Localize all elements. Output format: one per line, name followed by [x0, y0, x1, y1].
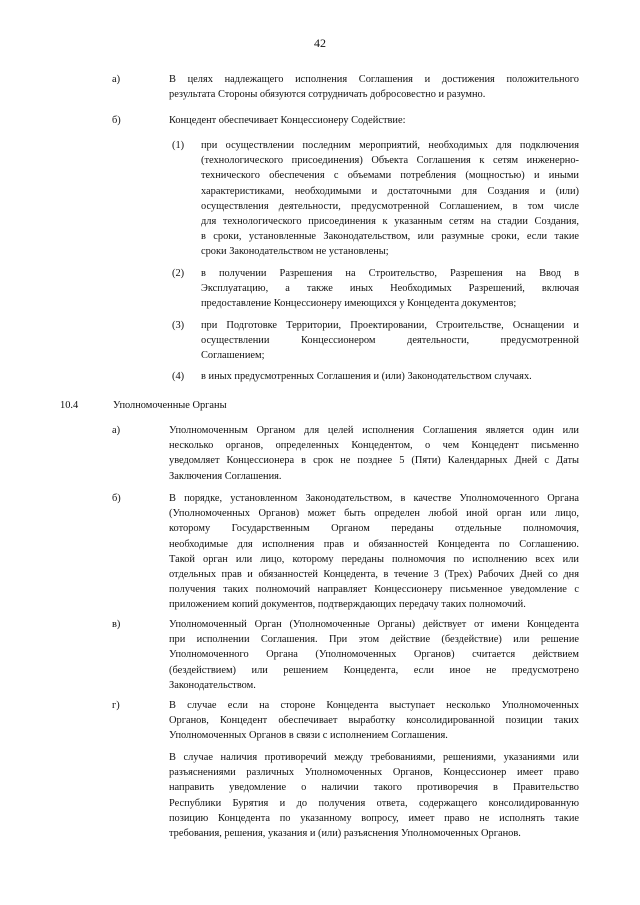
- clause-text-line: при осуществлении последним мероприятий, необходимых для подключения: [201, 140, 579, 151]
- clause-text-line: требования, решения, указания и (или) разъяснения Уполномоченных Органов.: [169, 828, 521, 839]
- clause-marker: б): [112, 115, 121, 126]
- clause-text-line: Уполномоченные Органы: [113, 400, 227, 411]
- clause-marker: 10.4: [60, 400, 79, 411]
- clause-text-line: В случае если на стороне Концедента выступает несколько Уполномоченных: [169, 700, 579, 711]
- clause-text-line: разъяснениями различных Уполномоченных Органов, Концессионер имеет право: [169, 767, 579, 779]
- clause-text-line: Уполномоченных Органов в связи с исполнением Соглашения.: [169, 730, 448, 742]
- page-number: 42: [314, 36, 326, 50]
- clause-marker: в): [112, 619, 121, 630]
- clause-text-line: уведомляет Концессионера в срок не позднее 5 (Пяти) Календарных Дней с Даты: [169, 455, 579, 467]
- clause-text-line: характеристиками, необходимыми и достаточными для Создания и (или): [201, 185, 579, 197]
- clause-marker: (2): [172, 268, 185, 279]
- clause-marker: (1): [172, 140, 185, 151]
- clause-text-line: позицию Концедента по указанному вопросу, имеет право не исполнять такие: [169, 812, 579, 824]
- clause-text-line: при исполнении Соглашения. При этом действие (бездействие) или решение: [169, 634, 579, 646]
- clause-text-line: в иных предусмотренных Соглашения и (или) Законодательством случаях.: [201, 371, 532, 382]
- clause-text-line: Республики Бурятия и до получения ответа, содержащего консолидированную: [169, 797, 579, 809]
- clause-text-line: результата Стороны обязуются сотрудничать добросовестно и разумно.: [169, 89, 486, 101]
- clause-text-line: В порядке, установленном Законодательством, в качестве Уполномоченного Органа: [169, 493, 579, 504]
- clause-text-line: в сроки, установленные Законодательством, или разумные сроки, если такие: [201, 231, 579, 243]
- clause-text-line: предоставление Концессионеру имеющихся у Концедента документов;: [201, 298, 517, 310]
- clause-text-line: Уполномоченного Органа (Уполномоченных Органов) считается действием: [169, 649, 579, 661]
- clause-text-line: необходимые для исполнения прав и обязанностей Концедента по Соглашению.: [169, 538, 579, 550]
- clause-text-line: В случае наличия противоречий между требованиями, решениями, указаниями или: [169, 752, 579, 763]
- clause-text-line: осуществлении Концессионером деятельности, предусмотренной: [201, 335, 579, 347]
- clause-marker: (4): [172, 371, 185, 382]
- clause-marker: б): [112, 493, 121, 504]
- clause-text-line: в получении Разрешения на Строительство, Разрешения на Ввод в: [201, 268, 579, 279]
- clause-text-line: осуществления деятельности, предусмотренной Соглашением, в том числе: [201, 200, 579, 212]
- clause-text-line: Заключения Соглашения.: [169, 470, 282, 482]
- clause-text-line: приложением копий документов, подтверждающих передачу таких полномочий.: [169, 599, 526, 611]
- clause-text-line: (Уполномоченных Органов) может быть определен любой иной орган или лицо,: [169, 508, 579, 520]
- clause-text-line: (технологического присоединения) Объекта Соглашения к сетям инженерно-: [201, 155, 579, 167]
- clause-text-line: Органов, Концедент обеспечивает выработку консолидированной позиции таких: [169, 715, 579, 727]
- clause-text-line: получения таких полномочий направляет Концессионеру письменное уведомление с: [169, 584, 579, 596]
- clause-text-line: которому Государственным Органом переданы отдельные полномочия,: [169, 523, 579, 535]
- clause-text-line: Концедент обеспечивает Концессионеру Содействие:: [169, 115, 406, 126]
- clause-marker: г): [112, 700, 120, 711]
- clause-text-line: (бездействием) или решением Концедента, если иное не предусмотрено: [169, 664, 579, 676]
- clause-text-line: отдельных прав и обязанностей Концедента, в течение 3 (Трех) Рабочих Дней со дня: [169, 569, 579, 580]
- clause-text-line: при Подготовке Территории, Проектировании, Строительстве, Оснащении и: [201, 320, 579, 331]
- clause-marker: а): [112, 425, 121, 436]
- clause-text-line: для технологического присоединения к указанным сетям на стадии Создания,: [201, 216, 579, 227]
- clause-text-line: Уполномоченный Орган (Уполномоченные Органы) действует от имени Концедента: [169, 619, 579, 630]
- clause-text-line: В целях надлежащего исполнения Соглашения и достижения положительного: [169, 74, 579, 85]
- clause-text-line: направить уведомление о наличии такого противоречия в Правительство: [169, 782, 579, 794]
- clause-text-line: Законодательством.: [169, 679, 256, 691]
- clause-marker: (3): [172, 320, 185, 331]
- clause-marker: а): [112, 74, 121, 85]
- clause-text-line: Соглашением;: [201, 350, 265, 362]
- clause-text-line: технического обеспечения с объемами потребления (мощностью) и иными: [201, 170, 579, 182]
- clause-text-line: Эксплуатацию, а также иных Необходимых Разрешений, включая: [201, 283, 579, 295]
- clause-text-line: сроки Законодательством не установлены;: [201, 246, 389, 258]
- clause-text-line: несколько органов, определенных Концедентом, о чем Концедент письменно: [169, 440, 579, 452]
- clause-text-line: Уполномоченным Органом для целей исполнения Соглашения является один или: [169, 425, 579, 436]
- clause-text-line: Такой орган или лицо, которому переданы полномочия по исполнению всех или: [169, 553, 579, 565]
